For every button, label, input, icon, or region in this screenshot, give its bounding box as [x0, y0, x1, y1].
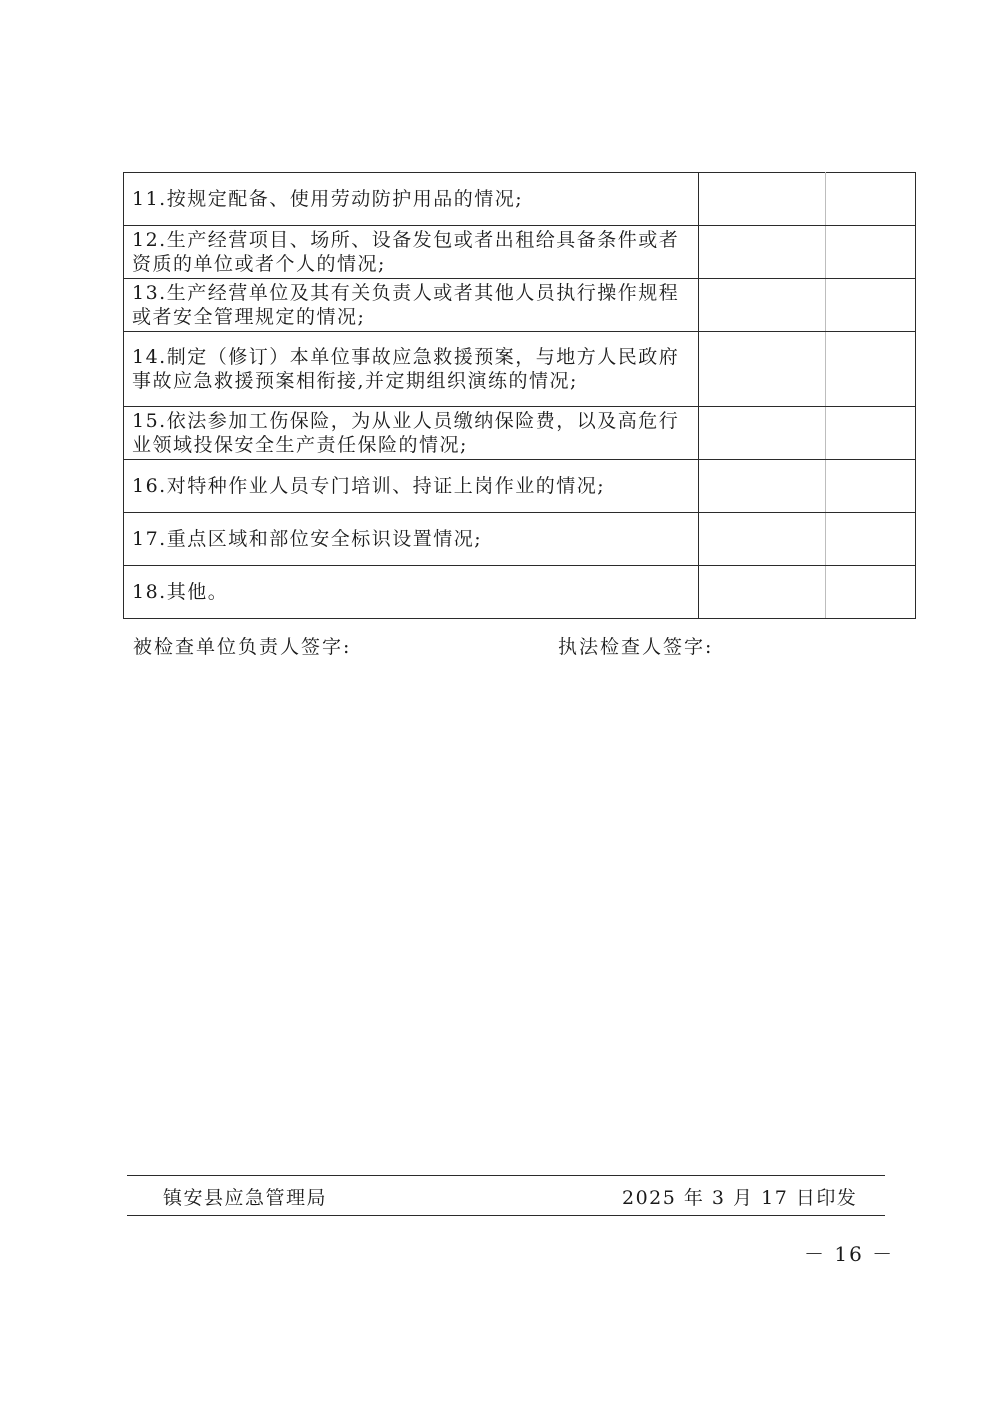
result-cell: [699, 173, 826, 226]
checklist-item: 15.依法参加工伤保险，为从业人员缴纳保险费，以及高危行业领域投保安全生产责任保险的情况;: [124, 407, 699, 460]
table-row: [124, 173, 916, 226]
table-row: [124, 513, 916, 566]
checklist-item: 18.其他。: [124, 566, 699, 619]
remark-cell: [826, 332, 916, 407]
checklist-item: 13.生产经营单位及其有关负责人或者其他人员执行操作规程或者安全管理规定的情况;: [124, 279, 699, 332]
issuing-authority: 镇安县应急管理局: [163, 1187, 328, 1209]
checklist-item: 14.制定（修订）本单位事故应急救援预案，与地方人民政府事故应急救援预案相衔接,并定期组织演练的情况;: [124, 332, 699, 407]
remark-cell: [826, 460, 916, 513]
checklist-item: 11.按规定配备、使用劳动防护用品的情况;: [124, 173, 699, 226]
remark-cell: [826, 226, 916, 279]
remark-cell: [826, 279, 916, 332]
table-row: [124, 226, 916, 279]
remark-cell: [826, 173, 916, 226]
page-number: － 16 －: [804, 1242, 895, 1266]
result-cell: [699, 460, 826, 513]
result-cell: [699, 332, 826, 407]
result-cell: [699, 226, 826, 279]
table-row: [124, 279, 916, 332]
inspection-checklist-table: [123, 172, 916, 619]
table-row: [124, 460, 916, 513]
table-row: [124, 407, 916, 460]
table-row: [124, 332, 916, 407]
issue-date: 2025 年 3 月 17 日印发: [622, 1187, 858, 1209]
result-cell: [699, 566, 826, 619]
checklist-item: 12.生产经营项目、场所、设备发包或者出租给具备条件或者资质的单位或者个人的情况;: [124, 226, 699, 279]
checklist-item: 16.对特种作业人员专门培训、持证上岗作业的情况;: [124, 460, 699, 513]
inspector-signature-label: 执法检查人签字:: [558, 636, 714, 658]
table-row: [124, 566, 916, 619]
result-cell: [699, 407, 826, 460]
inspected-unit-signature-label: 被检查单位负责人签字:: [133, 636, 352, 658]
result-cell: [699, 279, 826, 332]
footer-bottom-rule: [127, 1215, 885, 1216]
checklist-item: 17.重点区域和部位安全标识设置情况;: [124, 513, 699, 566]
result-cell: [699, 513, 826, 566]
remark-cell: [826, 513, 916, 566]
remark-cell: [826, 407, 916, 460]
remark-cell: [826, 566, 916, 619]
footer-top-rule: [127, 1175, 885, 1176]
